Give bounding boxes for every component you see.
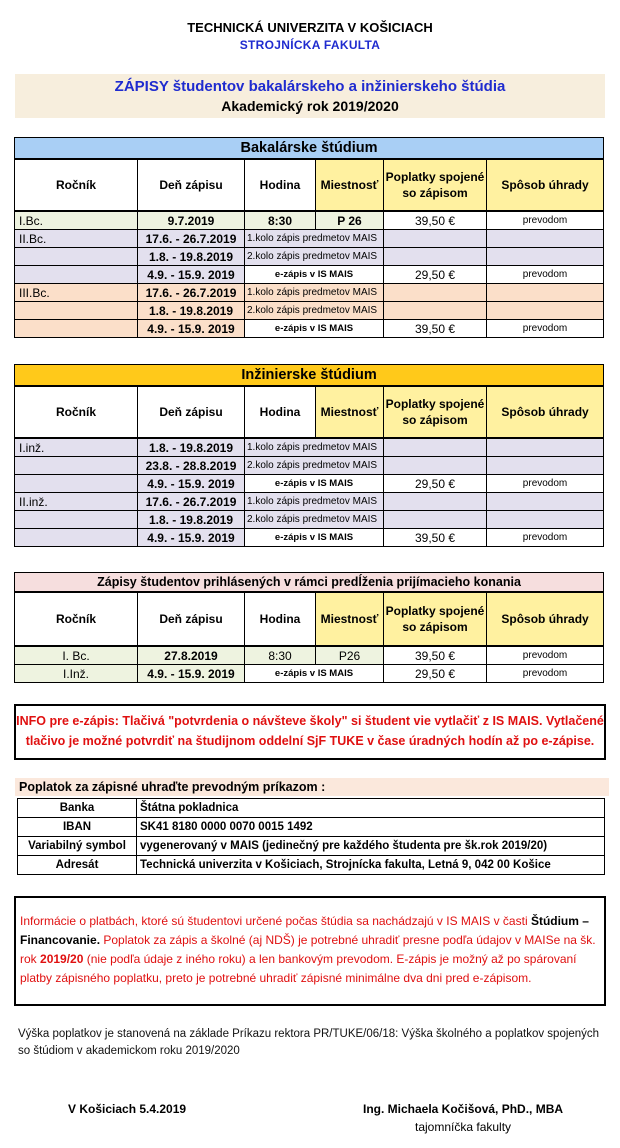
column-header-poplatky: Poplatky spojené so zápisom: [384, 159, 487, 211]
cell-kolo: 1.kolo zápis predmetov MAIS: [245, 438, 384, 457]
column-header-den: Deň zápisu: [138, 159, 245, 211]
cell-rocnik: I.Bc.: [15, 211, 138, 230]
cell-den-zapisu: 27.8.2019: [138, 646, 245, 665]
payment-row: [18, 799, 605, 818]
table-row: [15, 302, 604, 320]
cell-rocnik: [15, 266, 138, 284]
cell-poplatok: [384, 457, 487, 475]
cell-rocnik: I.Inž.: [15, 665, 138, 683]
cell-sposob: prevodom: [487, 475, 604, 493]
cell-poplatok: [384, 302, 487, 320]
cell-kolo: 1.kolo zápis predmetov MAIS: [245, 493, 384, 511]
cell-sposob: [487, 284, 604, 302]
cell-poplatok: [384, 493, 487, 511]
place-date: V Košiciach 5.4.2019: [68, 1102, 187, 1116]
payment-label: IBAN: [18, 818, 137, 837]
cell-sposob: prevodom: [487, 665, 604, 683]
column-header-sposob: Spôsob úhrady: [487, 592, 604, 646]
column-header-hodina: Hodina: [245, 159, 316, 211]
cell-rocnik: I.inž.: [15, 438, 138, 457]
e-zapis-info: [14, 704, 606, 760]
column-header-rocnik: Ročník: [15, 159, 138, 211]
table-row: [15, 529, 604, 547]
cell-poplatok: 29,50 €: [384, 665, 487, 683]
cell-sposob: [487, 302, 604, 320]
document-title: ZÁPISY študentov bakalárskeho a inžinierskeho štúdia: [114, 78, 506, 95]
cell-poplatok: 39,50 €: [384, 211, 487, 230]
cell-miestnost: P26: [316, 646, 384, 665]
column-header-den: Deň zápisu: [138, 592, 245, 646]
payment-value: Štátna pokladnica: [137, 799, 605, 818]
table-row: [15, 320, 604, 338]
signer-name: Ing. Michaela Kočišová, PhD., MBA: [363, 1102, 564, 1116]
table-row: [15, 230, 604, 248]
cell-poplatok: 39,50 €: [384, 646, 487, 665]
payment-value: vygenerovaný v MAIS (jedinečný pre každého študenta pre šk.rok 2019/20): [137, 837, 605, 856]
table-row: [15, 266, 604, 284]
cell-den-zapisu: 4.9. - 15.9. 2019: [138, 266, 245, 284]
column-header-poplatky: Poplatky spojené so zápisom: [384, 592, 487, 646]
cell-den-zapisu: 4.9. - 15.9. 2019: [138, 475, 245, 493]
cell-sposob: [487, 438, 604, 457]
payment-table: [17, 798, 605, 875]
cell-den-zapisu: 17.6. - 26.7.2019: [138, 284, 245, 302]
column-header-hodina: Hodina: [245, 592, 316, 646]
payment-heading: Poplatok za zápisné uhraďte prevodným príkazom :: [15, 778, 609, 796]
cell-poplatok: 29,50 €: [384, 266, 487, 284]
payment-label: Banka: [18, 799, 137, 818]
note-text-3: (nie podľa údaje z iného roku) a len bankovým prevodom. E-zápis je možný až po spárovaní platby zápisného poplatku, preto je potrebné uhradiť zápisné minimálne dva dni pred e-zápisom.: [20, 952, 577, 985]
table-row: [15, 284, 604, 302]
cell-kolo: 2.kolo zápis predmetov MAIS: [245, 302, 384, 320]
section-title-row: [15, 573, 604, 593]
cell-den-zapisu: 23.8. - 28.8.2019: [138, 457, 245, 475]
payment-row: [18, 856, 605, 875]
cell-poplatok: [384, 438, 487, 457]
note-text-2: Poplatok za zápis a školné (aj NDŠ) je potrebné uhradiť presne podľa údajov v MAISe na šk. rok: [20, 933, 596, 966]
cell-kolo: 2.kolo zápis predmetov MAIS: [245, 248, 384, 266]
cell-rocnik: [15, 457, 138, 475]
cell-rocnik: III.Bc.: [15, 284, 138, 302]
cell-rocnik: [15, 529, 138, 547]
column-header-row: [15, 159, 604, 211]
column-header-miestnost: Miestnosť: [316, 159, 384, 211]
note-keyword-2: 2019/20: [40, 952, 84, 966]
footer-text: Výška poplatkov je stanovená na základe Príkazu rektora PR/TUKE/06/18: Výška školného a poplatkov spojených so štúdiom v akademickom roku 2019/2020: [18, 1028, 600, 1057]
cell-poplatok: [384, 284, 487, 302]
column-header-rocnik: Ročník: [15, 386, 138, 438]
cell-den-zapisu: 17.6. - 26.7.2019: [138, 230, 245, 248]
cell-poplatok: 29,50 €: [384, 475, 487, 493]
cell-sposob: [487, 511, 604, 529]
cell-e-zapis: e-zápis v IS MAIS: [245, 529, 384, 547]
table-row: [15, 475, 604, 493]
cell-e-zapis: e-zápis v IS MAIS: [245, 266, 384, 284]
payment-row: [18, 818, 605, 837]
cell-den-zapisu: 1.8. - 19.8.2019: [138, 248, 245, 266]
column-header-den: Deň zápisu: [138, 386, 245, 438]
column-header-sposob: Spôsob úhrady: [487, 159, 604, 211]
column-header-miestnost: Miestnosť: [316, 386, 384, 438]
cell-den-zapisu: 1.8. - 19.8.2019: [138, 438, 245, 457]
cell-rocnik: [15, 511, 138, 529]
cell-den-zapisu: 4.9. - 15.9. 2019: [138, 665, 245, 683]
column-header-row: [15, 386, 604, 438]
payment-label: Variabilný symbol: [18, 837, 137, 856]
cell-rocnik: II.Bc.: [15, 230, 138, 248]
cell-rocnik: [15, 302, 138, 320]
cell-hodina: 8:30: [245, 646, 316, 665]
cell-sposob: [487, 457, 604, 475]
note-text-1: Informácie o platbách, ktoré sú študentovi určené počas štúdia sa nachádzajú v IS MAIS v časti: [20, 914, 531, 928]
cell-den-zapisu: 4.9. - 15.9. 2019: [138, 320, 245, 338]
cell-sposob: prevodom: [487, 266, 604, 284]
cell-kolo: 1.kolo zápis predmetov MAIS: [245, 230, 384, 248]
column-header-sposob: Spôsob úhrady: [487, 386, 604, 438]
cell-kolo: 2.kolo zápis predmetov MAIS: [245, 457, 384, 475]
column-header-hodina: Hodina: [245, 386, 316, 438]
extension-title: Zápisy študentov prihlásených v rámci predĺženia prijímacieho konania: [15, 573, 604, 593]
cell-sposob: prevodom: [487, 646, 604, 665]
section-title-row: [15, 365, 604, 387]
cell-rocnik: [15, 475, 138, 493]
cell-e-zapis: e-zápis v IS MAIS: [245, 320, 384, 338]
cell-miestnost: P 26: [316, 211, 384, 230]
column-header-miestnost: Miestnosť: [316, 592, 384, 646]
bachelor-title: Bakalárske štúdium: [15, 138, 604, 160]
faculty-name: STROJNÍCKA FAKULTA: [239, 38, 381, 52]
cell-sposob: [487, 493, 604, 511]
document-title-band: [15, 74, 605, 118]
table-row: [15, 438, 604, 457]
column-header-poplatky: Poplatky spojené so zápisom: [384, 386, 487, 438]
cell-kolo: 1.kolo zápis predmetov MAIS: [245, 284, 384, 302]
university-name: TECHNICKÁ UNIVERZITA V KOŠICIACH: [187, 20, 433, 35]
signer-role: tajomníčka fakulty: [415, 1120, 512, 1134]
info-line-2: tlačivo je možné potvrdiť na študijnom oddelní SjF TUKE v čase úradných hodín až po e-zápise.: [25, 734, 595, 748]
cell-e-zapis: e-zápis v IS MAIS: [245, 475, 384, 493]
cell-poplatok: 39,50 €: [384, 320, 487, 338]
table-row: [15, 248, 604, 266]
cell-sposob: [487, 230, 604, 248]
cell-poplatok: [384, 511, 487, 529]
cell-sposob: prevodom: [487, 320, 604, 338]
cell-sposob: prevodom: [487, 529, 604, 547]
table-row: [15, 211, 604, 230]
table-row: [15, 493, 604, 511]
bachelor-table: [14, 137, 604, 338]
cell-e-zapis: e-zápis v IS MAIS: [245, 665, 384, 683]
section-title-row: [15, 138, 604, 160]
payment-note: [14, 896, 606, 1006]
table-row: [15, 511, 604, 529]
cell-sposob: [487, 248, 604, 266]
info-line-1: INFO pre e-zápis: Tlačivá "potvrdenia o návšteve školy" si študent vie vytlačiť z IS MAIS. Vytlačené: [16, 714, 604, 728]
cell-den-zapisu: 1.8. - 19.8.2019: [138, 511, 245, 529]
cell-kolo: 2.kolo zápis predmetov MAIS: [245, 511, 384, 529]
table-row: [15, 646, 604, 665]
payment-value: Technická univerzita v Košiciach, Strojnícka fakulta, Letná 9, 042 00 Košice: [137, 856, 605, 875]
column-header-row: [15, 592, 604, 646]
payment-value: SK41 8180 0000 0070 0015 1492: [137, 818, 605, 837]
cell-den-zapisu: 4.9. - 15.9. 2019: [138, 529, 245, 547]
engineering-table: [14, 364, 604, 547]
cell-rocnik: II.inž.: [15, 493, 138, 511]
cell-poplatok: 39,50 €: [384, 529, 487, 547]
table-row: [15, 457, 604, 475]
cell-hodina: 8:30: [245, 211, 316, 230]
cell-rocnik: I. Bc.: [15, 646, 138, 665]
cell-poplatok: [384, 248, 487, 266]
payment-label: Adresát: [18, 856, 137, 875]
cell-rocnik: [15, 248, 138, 266]
column-header-rocnik: Ročník: [15, 592, 138, 646]
cell-den-zapisu: 17.6. - 26.7.2019: [138, 493, 245, 511]
note-keyword-1: Štúdium – Financovanie.: [20, 914, 589, 947]
extension-table: [14, 572, 604, 683]
payment-row: [18, 837, 605, 856]
cell-den-zapisu: 1.8. - 19.8.2019: [138, 302, 245, 320]
table-row: [15, 665, 604, 683]
cell-den-zapisu: 9.7.2019: [138, 211, 245, 230]
cell-rocnik: [15, 320, 138, 338]
cell-sposob: prevodom: [487, 211, 604, 230]
cell-poplatok: [384, 230, 487, 248]
engineering-title: Inžinierske štúdium: [15, 365, 604, 387]
academic-year: Akademický rok 2019/2020: [221, 98, 399, 114]
